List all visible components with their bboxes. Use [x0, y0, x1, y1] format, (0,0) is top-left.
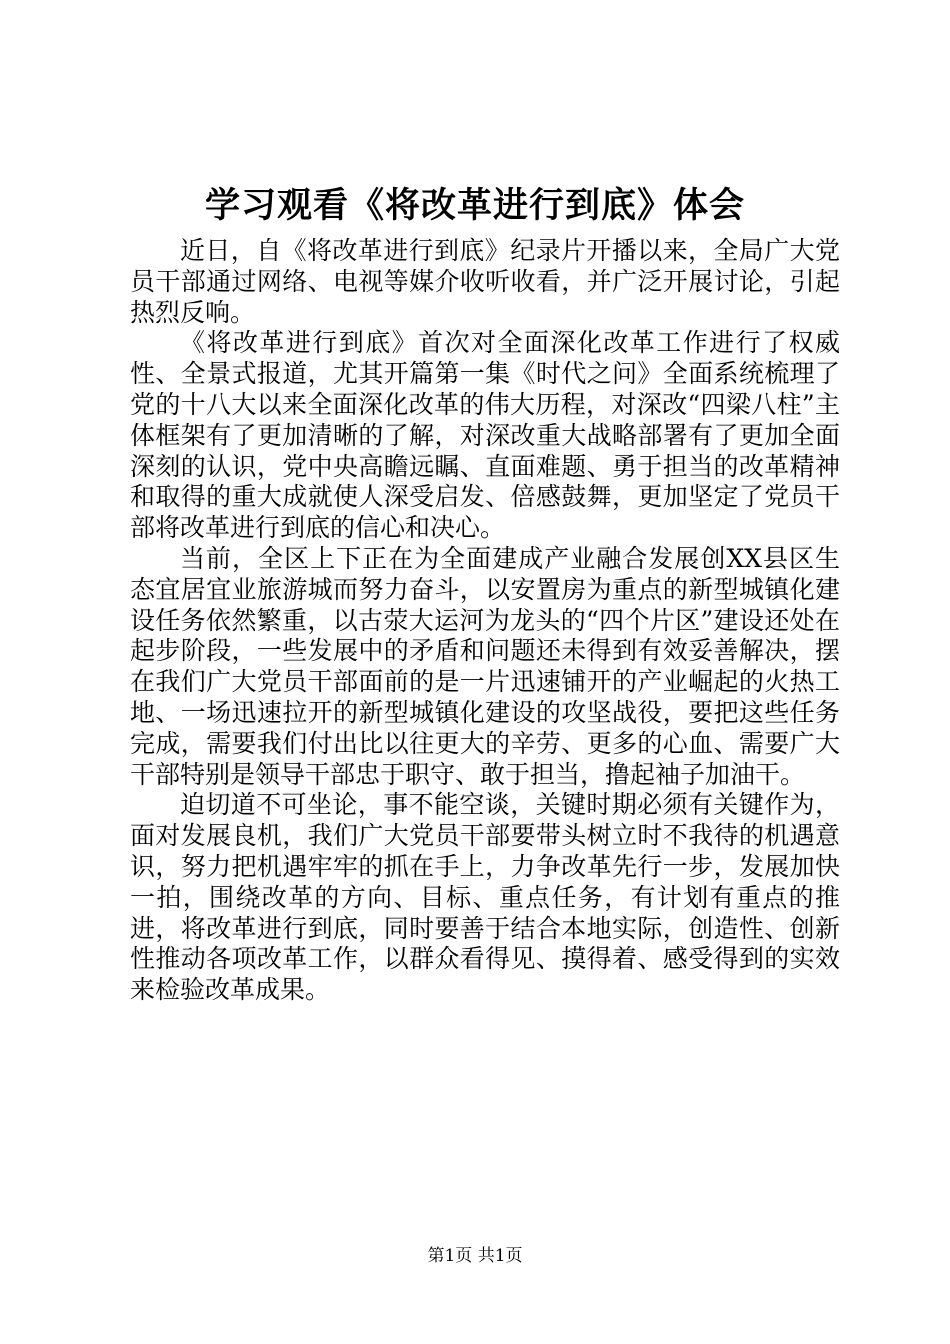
page-title: 学习观看《将改革进行到底》体会	[204, 185, 745, 226]
page-footer: 第1页 共1页	[427, 1246, 523, 1266]
paragraph-3: 当前，全区上下正在为全面建成产业融合发展创XX县区生态宜居宜业旅游城而努力奋斗，以安置房为重点的新型城镇化建设任务依然繁重，以古荥大运河为龙头的“四个片区”建设还处在起步阶段，一些发展中的矛盾和问题还未得到有效妥善解决，摆在我们广大党员干部面前的是一片迅速铺开的产业崛起的火热工地、一场迅速拉开的新型城镇化建设的攻坚战役，要把这些任务完成，需要我们付出比以往更大的辛劳、更多的心血、需要广大干部特别是领导干部忠于职守、敢于担当，撸起袖子加油干。	[130, 543, 840, 789]
document-body	[130, 236, 840, 1006]
paragraph-1: 近日，自《将改革进行到底》纪录片开播以来，全局广大党员干部通过网络、电视等媒介收听收看，并广泛开展讨论，引起热烈反响。	[130, 236, 840, 327]
paragraph-2: 《将改革进行到底》首次对全面深化改革工作进行了权威性、全景式报道，尤其开篇第一集《时代之问》全面系统梳理了党的十八大以来全面深化改革的伟大历程，对深改“四梁八柱”主体框架有了更加清晰的了解，对深改重大战略部署有了更加全面深刻的认识，党中央高瞻远瞩、直面难题、勇于担当的改革精神和取得的重大成就使人深受启发、倍感鼓舞，更加坚定了党员干部将改革进行到底的信心和决心。	[130, 328, 840, 543]
paragraph-4: 迫切道不可坐论，事不能空谈，关键时期必须有关键作为，面对发展良机，我们广大党员干部要带头树立时不我待的机遇意识，努力把机遇牢牢的抓在手上，力争改革先行一步，发展加快一拍，围绕改革的方向、目标、重点任务，有计划有重点的推进，将改革进行到底，同时要善于结合本地实际，创造性、创新性推动各项改革工作，以群众看得见、摸得着、感受得到的实效来检验改革成果。	[130, 790, 840, 1005]
